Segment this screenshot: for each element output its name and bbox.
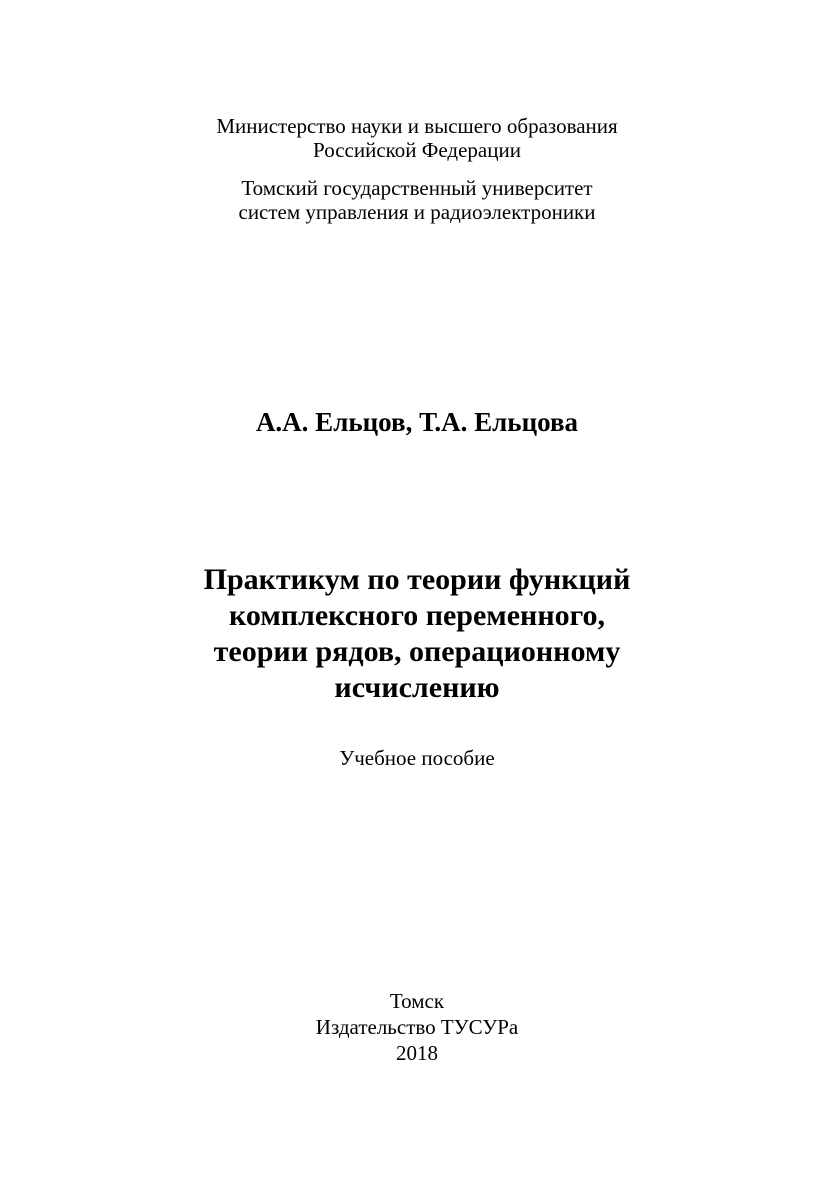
imprint-city: Томск — [389, 989, 445, 1013]
university-line-1: Томский государственный университет — [241, 176, 593, 200]
imprint — [0, 988, 834, 1066]
ministry-line-2: Российской Федерации — [313, 138, 521, 162]
book-title-line-1: Практикум по теории функций — [203, 563, 631, 596]
book-title-line-3: теории рядов, операционному — [213, 635, 621, 668]
book-title-line-4: исчислению — [334, 671, 500, 704]
ministry-header — [0, 114, 834, 162]
imprint-publisher: Издательство ТУСУРа — [315, 1015, 519, 1039]
ministry-line-1: Министерство науки и высшего образования — [216, 114, 618, 138]
book-title — [0, 562, 834, 706]
document-type: Учебное пособие — [339, 746, 495, 770]
university-header — [0, 176, 834, 224]
book-title-line-2: комплексного переменного, — [229, 599, 605, 632]
university-line-2: систем управления и радиоэлектроники — [238, 200, 596, 224]
imprint-year: 2018 — [396, 1041, 438, 1065]
authors: А.А. Ельцов, Т.А. Ельцова — [255, 407, 579, 437]
